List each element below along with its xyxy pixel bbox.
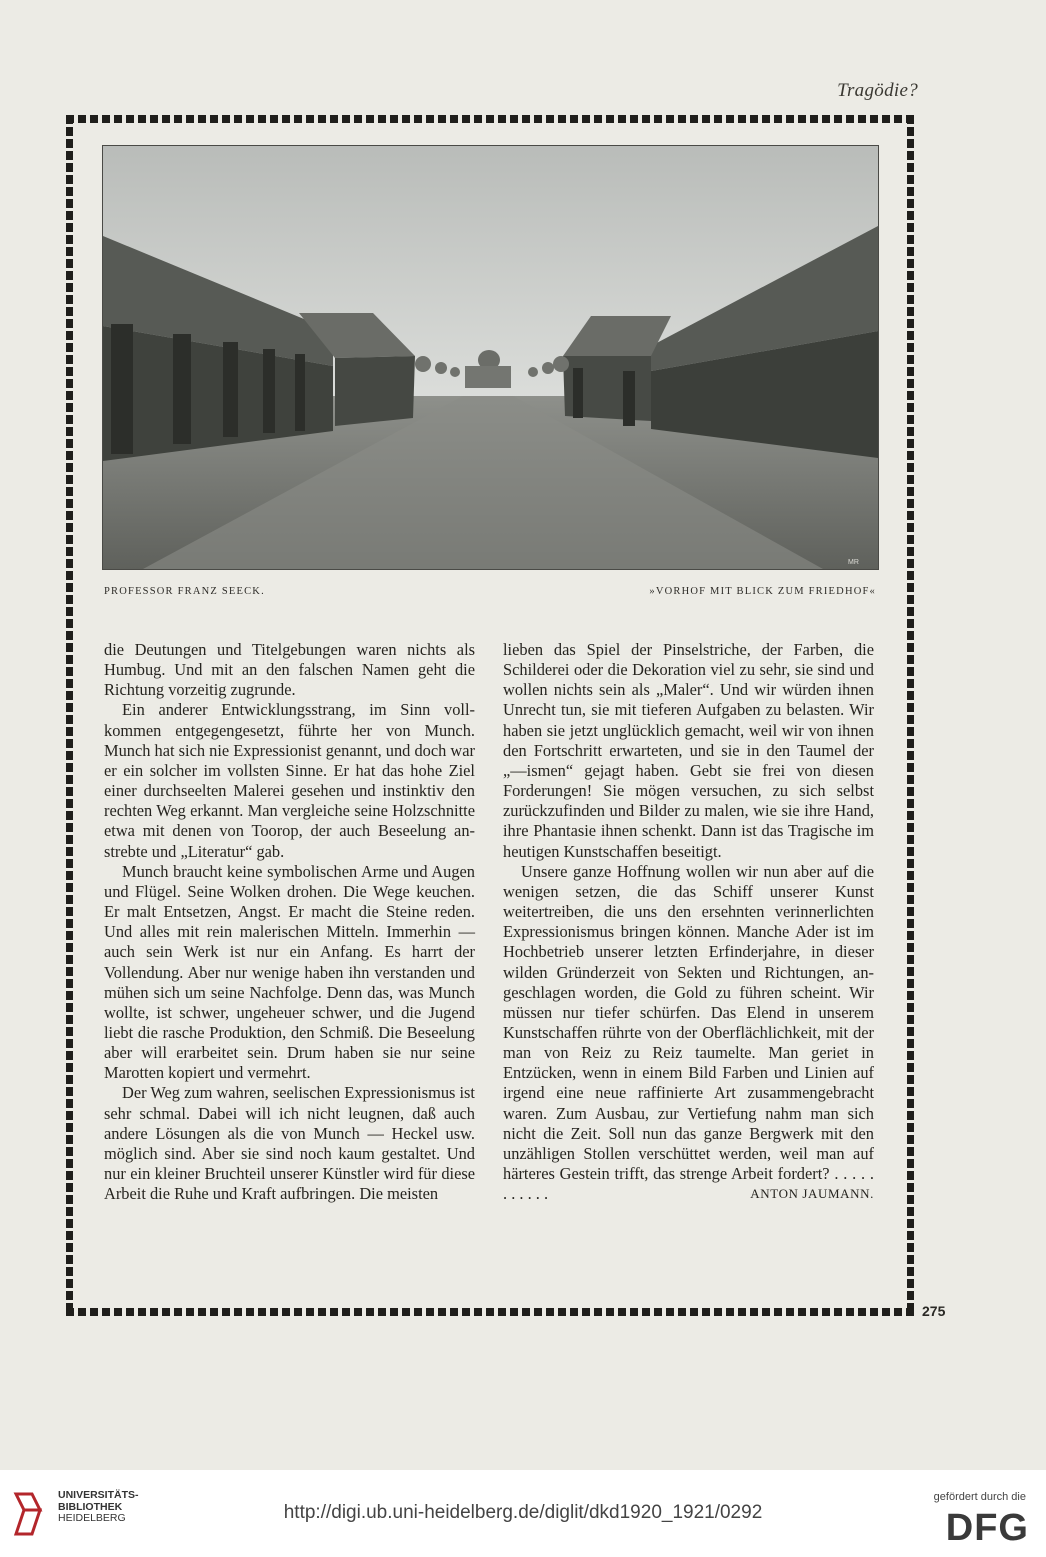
dfg-logo: DFG xyxy=(945,1507,1029,1549)
text-column-right xyxy=(503,640,874,1204)
funded-by-label: gefördert durch die xyxy=(933,1491,1026,1503)
paragraph: Munch braucht keine symbolischen Arme und Augen und Flügel. Seine Wolken drohen. Die Wege keuchen. Er malt Entsetzen, Angst. Er macht die Steine reden. Und alles mit rein malerischen Mitteln. Immerhin — auch sein Werk ist nur ein Anfang. Es harrt der Vollendung. Aber nur wenige haben ihn verstanden und mühen sich um seine Nachfolge. Denn das, was Munch wollte, ist schwer, ungeheuer schwer, und die Jugend liebt die rasche Produktion, den Schmiß. Die Beseelung aber will erarbeitet sein. Drum haben sie nur seine Marotten kopiert und vermehrt. xyxy=(104,861,475,1083)
paragraph xyxy=(503,862,874,1205)
paragraph: Ein anderer Entwicklungsstrang, im Sinn vollkommen entgegengesetzt, führte her von Munch. Munch hat sich nie Expressionist genannt, und doch war er ein solcher im vollsten Sinne. Er hat das hohe Ziel einer durchseelten Malerei gesehen und instinktiv den rechten Weg erkannt. Man vergleiche seine Holzschnitte etwa mit denen von Toorop, der auch Beseelung anstrebte und „Literatur“ gab. xyxy=(104,700,475,861)
paragraph: Der Weg zum wahren, seelischen Expressionismus ist sehr schmal. Dabei will ich nicht leugnen, daß auch andere Lösungen als die von Munch — Heckel usw. möglich sind. Aber sie sind noch kaum gestaltet. Und nur ein kleiner Bruchteil unserer Künstler wird für diese Arbeit die Ruhe und Kraft aufbringen. Die meisten xyxy=(104,1083,475,1204)
caption-title: »VORHOF MIT BLICK ZUM FRIEDHOF« xyxy=(649,586,876,597)
page-number: 275 xyxy=(922,1303,946,1319)
source-url[interactable]: http://digi.ub.uni-heidelberg.de/diglit/dkd1920_1921/0292 xyxy=(283,1502,763,1523)
photograph-courtyard xyxy=(102,145,879,570)
text-column-left xyxy=(104,640,475,1204)
paragraph: lieben das Spiel der Pinselstriche, der Farben, die Schilderei oder die Dekoration viel zu sehr, sie sind und wollen nichts sein als „Maler“. Und wir würden ihnen Unrecht tun, sie mit tieferen Aufgaben zu belasten. Wir haben sie jetzt unglücklich gemacht, weil wir von ihnen den Fortschritt erwarteten, und sie in den Taumel der „—ismen“ gejagt haben. Gebt sie frei von diesen Forderungen! Sie mögen versuchen, zu sich selbst zurückzufinden und Bilder zu malen, wie sie ihre Hand, ihre Phantasie ihnen schenkt. Dann ist das Tragische im heutigen Kunstschaffen beseitigt. xyxy=(503,640,874,861)
digitization-footer xyxy=(0,1470,1046,1557)
photo-monogram: MR xyxy=(848,559,859,566)
caption-artist: PROFESSOR FRANZ SEECK. xyxy=(104,586,265,597)
running-head: Tragödie? xyxy=(837,80,918,101)
library-name: UNIVERSITÄTS- BIBLIOTHEK HEIDELBERG xyxy=(58,1489,139,1524)
author-signature: ANTON JAUMANN. xyxy=(750,1186,874,1202)
paragraph: die Deutungen und Titelgebungen waren nichts als Humbug. Und mit an den falschen Namen geht die Richtung vorzeitig zugrunde. xyxy=(104,640,475,700)
paragraph-text: Unsere ganze Hoffnung wollen wir nun aber auf die wenigen setzen, die das Schiff unserer Kunst weitertreiben, die uns den ersehnten verinnerlichten Expressionismus bringen können. Manche Ader ist im Hochbetrieb unserer letzten Erfinderjahre, in dieser wilden Gründerzeit von Sekten und Richtungen, angeschlagen worden, die Gold zu führen scheint. Wir müssen nur tiefer schürfen. Das Elend in unserem Kunstschaffen rührte von der Oberflächlichkeit, mit der man von Reiz zu Reiz taumelte. Man geriet in Entzücken, wenn in einem Bild Farben und Linien auf irgend eine neue raffinierte Art zusammengebracht waren. Zum Ausbau, zur Vertiefung nahm man sich nicht die Zeit. Soll nun das ganze Bergwerk mit den unzähligen Stollen verschüttet werden, weil man auf härteres Gestein trifft, das strenge Arbeit fordert? . . . . . . . . . . . xyxy=(503,861,874,1204)
